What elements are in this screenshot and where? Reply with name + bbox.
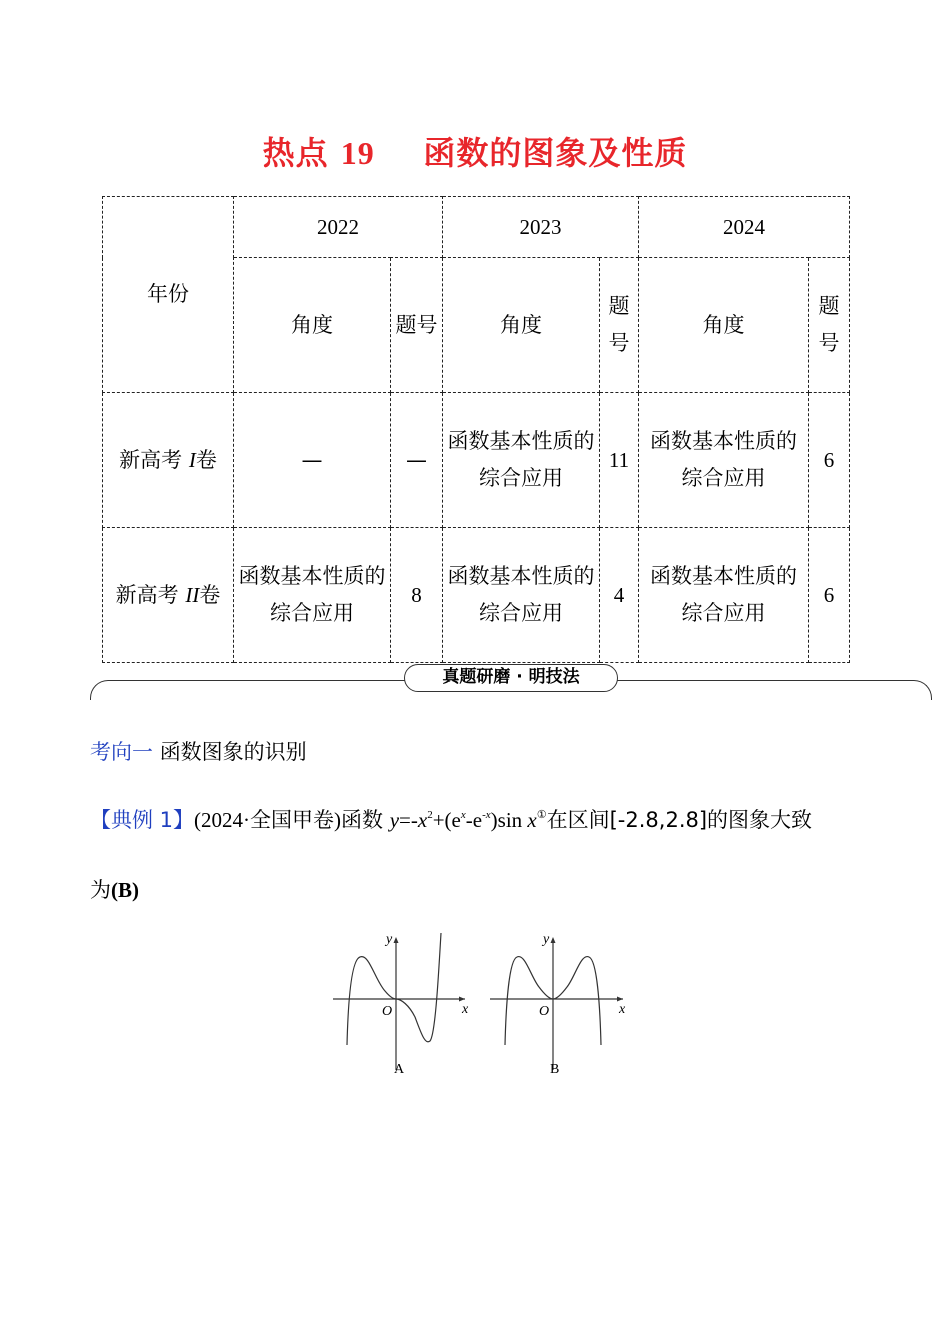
qnum-cell: 4 — [600, 528, 639, 663]
year-2023: 2023 — [443, 197, 639, 258]
example-problem: 【典例 1】(2024·全国甲卷)函数 $y=-x^2+(e^x-e^{-x})\sin$ x①在区间[-2.8,2.8]的图象大致 — [90, 808, 813, 832]
section-heading — [90, 736, 307, 766]
qnum-cell: 6 — [809, 393, 850, 528]
angle-header-2022: 角度 — [234, 258, 391, 393]
table-row — [103, 528, 850, 663]
answer-line: 为(B) — [90, 878, 139, 902]
qnum-cell: 11 — [600, 393, 639, 528]
graph-b-x-label: x — [619, 1002, 626, 1017]
angle-cell: 函数基本性质的 综合应用 — [639, 393, 809, 528]
graph-a-origin: O — [382, 1004, 393, 1019]
angle-cell: 函数基本性质的 综合应用 — [443, 528, 600, 663]
qnum-cell: 6 — [809, 528, 850, 663]
table-row — [103, 393, 850, 528]
angle-cell: 函数基本性质的 综合应用 — [639, 528, 809, 663]
angle-header-2024: 角度 — [639, 258, 809, 393]
paper-name: 新高考 I卷 — [103, 393, 234, 528]
graph-b-label: B — [550, 1062, 560, 1077]
section-label: 考向一 — [90, 740, 153, 764]
x-axis-arrow — [459, 997, 465, 1002]
qnum-header-2024: 题 号 — [809, 258, 850, 393]
example-tag: 【典例 1】 — [90, 808, 195, 832]
graph-a-y-label: y — [386, 932, 393, 947]
function-graphs-figure — [325, 925, 635, 1085]
year-2022: 2022 — [234, 197, 443, 258]
y-axis-arrow — [394, 937, 399, 943]
footnote-marker: ① — [536, 808, 547, 821]
paper-name: 新高考 II卷 — [103, 528, 234, 663]
answer: (B) — [111, 878, 139, 902]
angle-header-2023: 角度 — [443, 258, 600, 393]
qnum-cell: 8 — [391, 528, 443, 663]
graph-a-curve — [347, 933, 441, 1045]
section-text: 函数图象的识别 — [159, 740, 307, 764]
graph-b-y-label: y — [543, 932, 550, 947]
x-axis-arrow — [617, 997, 623, 1002]
page-title: 热点 19 函数的图象及性质 — [262, 134, 688, 172]
qnum-header-2022: 题号 — [391, 258, 443, 393]
angle-cell: 函数基本性质的 综合应用 — [234, 528, 391, 663]
graph-a-label: A — [394, 1062, 405, 1077]
qnum-cell: — — [391, 393, 443, 528]
angle-cell: — — [234, 393, 391, 528]
graph-b — [490, 937, 623, 1070]
year-2024: 2024 — [639, 197, 850, 258]
qnum-header-2023: 题 号 — [600, 258, 639, 393]
exam-distribution-table — [102, 196, 850, 663]
graph-a — [333, 933, 465, 1070]
angle-cell: 函数基本性质的 综合应用 — [443, 393, 600, 528]
section-banner: 真题研磨 · 明技法 — [404, 664, 618, 692]
graph-a-x-label: x — [462, 1002, 469, 1017]
year-header: 年份 — [103, 197, 234, 393]
graph-b-origin: O — [539, 1004, 550, 1019]
y-axis-arrow — [551, 937, 556, 943]
